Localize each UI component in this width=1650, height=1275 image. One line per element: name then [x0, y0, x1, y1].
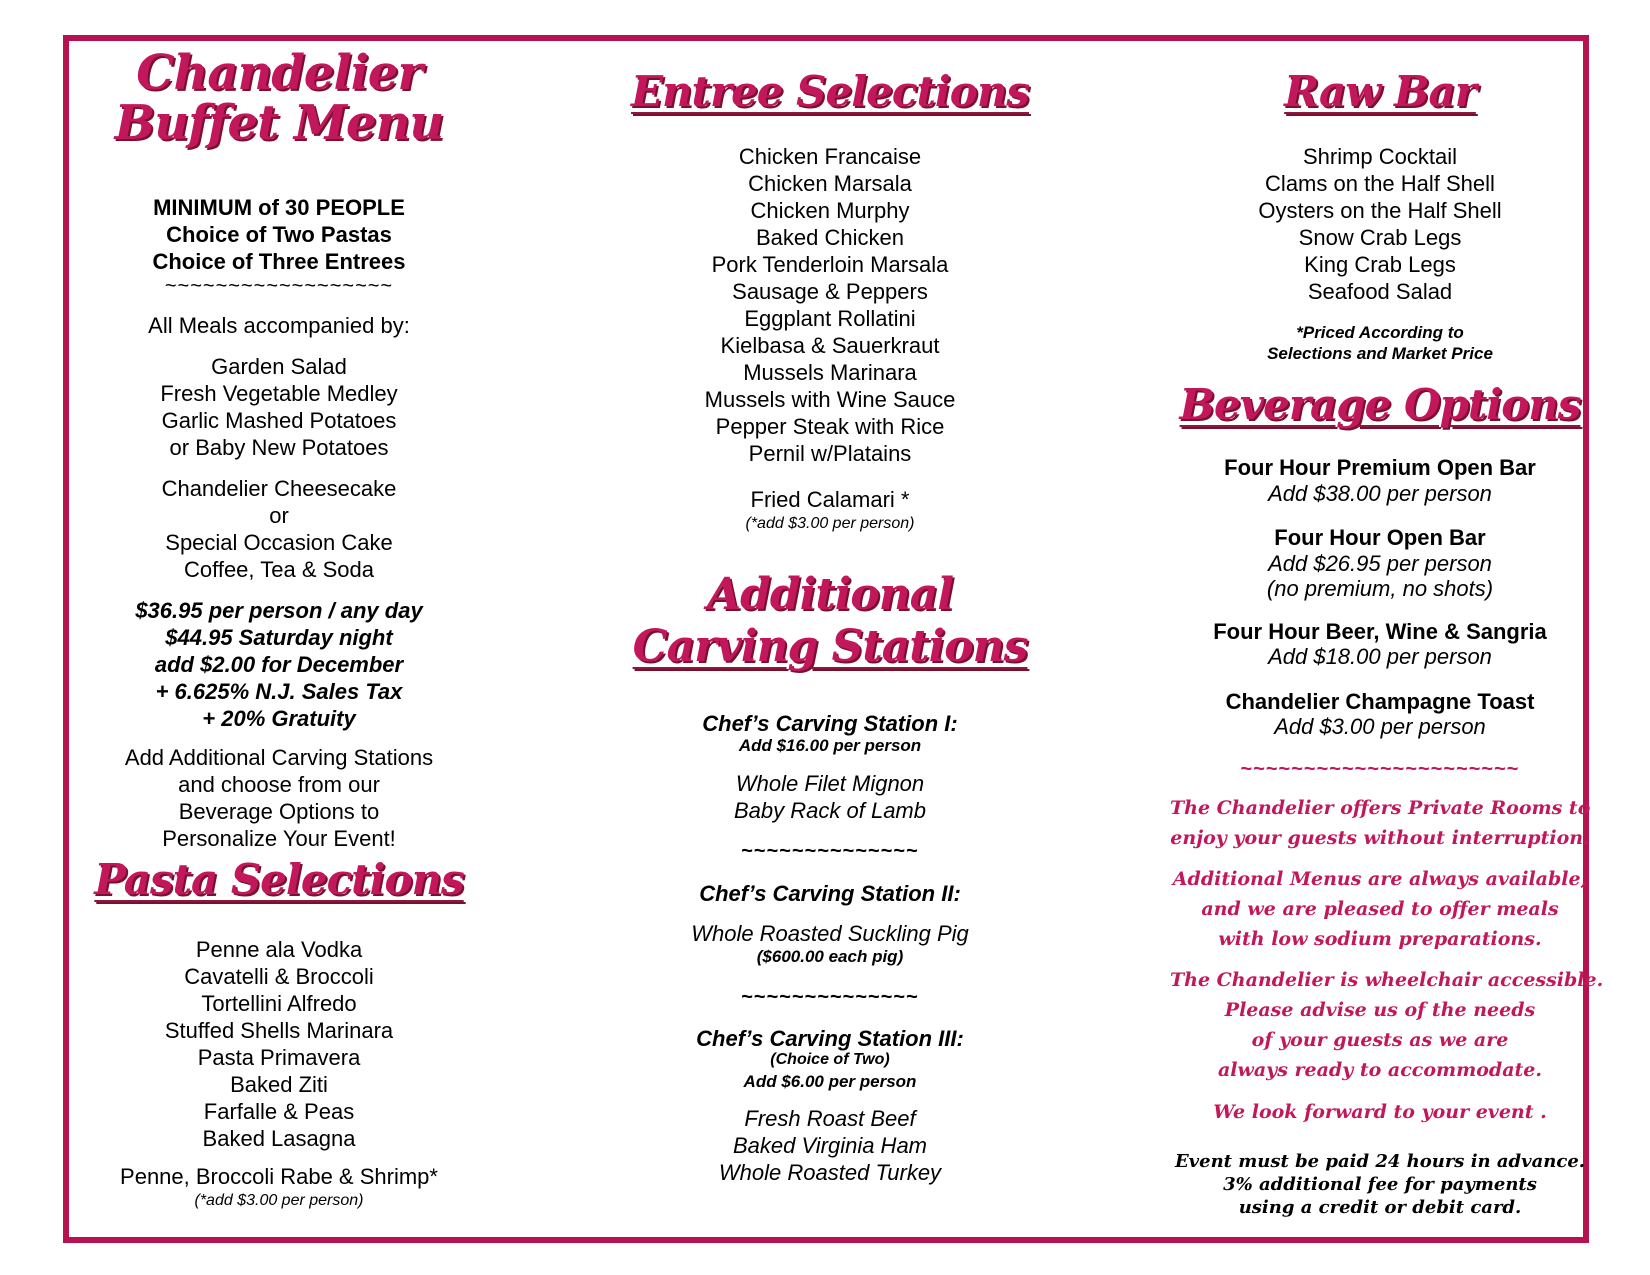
list-item: Eggplant Rollatini [744, 306, 916, 331]
buffet-title-line2: Buffet Menu [114, 95, 444, 152]
list-item: Farfalle & Peas [203, 1099, 355, 1124]
station3-name: Chef’s Carving Station III: [696, 1026, 964, 1051]
carving-title-line1: Additional [707, 569, 953, 620]
list-item: Chicken Murphy [750, 198, 910, 223]
list-item: Snow Crab Legs [1298, 225, 1462, 250]
list-item: Cavatelli & Broccoli [184, 964, 374, 989]
raw-note-line: *Priced According to [1296, 323, 1464, 342]
bev1-name: Four Hour Premium Open Bar [1224, 455, 1536, 480]
info-private-rooms [1170, 793, 1590, 853]
station1-name: Chef’s Carving Station I: [702, 711, 958, 736]
payment-line: Event must be paid 24 hours in advance. [1174, 1151, 1586, 1172]
divider-tilde: ~~~~~~~~~~~~~~ [741, 840, 919, 862]
list-item: Shrimp Cocktail [1302, 144, 1458, 169]
desserts-list [74, 475, 484, 583]
pasta-special: Penne, Broccoli Rabe & Shrimp* [120, 1164, 438, 1189]
raw-title: Raw Bar [1284, 67, 1476, 116]
divider-tilde: ~~~~~~~~~~~~~~~~~~ [164, 275, 394, 297]
list-item: Mussels with Wine Sauce [704, 387, 956, 412]
bev2-sub: (no premium, no shots) [1266, 576, 1494, 601]
list-item: Garden Salad [211, 354, 347, 379]
list-item: Special Occasion Cake [165, 530, 393, 555]
station1-items [630, 770, 1030, 824]
list-item: King Crab Legs [1304, 252, 1456, 277]
payment-line: 3% additional fee for payments [1223, 1174, 1537, 1195]
entree-list [630, 143, 1030, 467]
entree-note: (*add $3.00 per person) [745, 515, 915, 532]
bev3-name: Four Hour Beer, Wine & Sangria [1213, 619, 1547, 644]
bev-title: Beverage Options [1179, 380, 1581, 429]
list-item: Baked Ziti [230, 1072, 328, 1097]
station3-choice: (Choice of Two) [770, 1051, 890, 1068]
list-item: Oysters on the Half Shell [1258, 198, 1502, 223]
info-line: enjoy your guests without interruption. [1170, 827, 1590, 849]
station3-items [630, 1105, 1030, 1186]
list-item: or [269, 503, 289, 528]
list-item: Garlic Mashed Potatoes [161, 408, 397, 433]
info-line: Additional Menus are always available, [1172, 868, 1588, 890]
list-item: Chicken Francaise [738, 144, 922, 169]
buffet-title-line1: Chandelier [136, 45, 422, 101]
list-item: Baked Lasagna [202, 1126, 356, 1151]
price-line: $36.95 per person / any day [135, 598, 423, 623]
list-item: Tortellini Alfredo [201, 991, 357, 1016]
sides-list [74, 353, 484, 461]
bev2-price: Add $26.95 per person [1268, 551, 1492, 576]
list-item: Fresh Roast Beef [744, 1106, 916, 1131]
personalize-line: Personalize Your Event! [162, 826, 396, 851]
list-item: Coffee, Tea & Soda [184, 557, 374, 582]
list-item: Penne ala Vodka [195, 937, 363, 962]
accompanied-text: All Meals accompanied by: [148, 313, 410, 338]
station1-price: Add $16.00 per person [738, 736, 922, 755]
bev1-price: Add $38.00 per person [1268, 481, 1492, 506]
personalize-line: Beverage Options to [178, 799, 380, 824]
info-accessible [1170, 965, 1604, 1085]
station2-price: ($600.00 each pig) [756, 947, 904, 966]
minimum-block [74, 194, 484, 275]
list-item: Clams on the Half Shell [1265, 171, 1495, 196]
list-item: Pepper Steak with Rice [715, 414, 945, 439]
list-item: Sausage & Peppers [732, 279, 928, 304]
list-item: Pasta Primavera [197, 1045, 361, 1070]
list-item: Stuffed Shells Marinara [164, 1018, 394, 1043]
personalize-line: and choose from our [178, 772, 380, 797]
list-item: Baked Virginia Ham [732, 1133, 928, 1158]
buffet-title [74, 45, 484, 152]
info-line: and we are pleased to offer meals [1201, 898, 1559, 920]
station2-name: Chef’s Carving Station II: [699, 881, 961, 906]
info-additional-menus [1170, 864, 1590, 954]
list-item: Chandelier Cheesecake [161, 476, 397, 501]
personalize-block [74, 744, 484, 852]
pasta-list [74, 936, 484, 1152]
station3-price: Add $6.00 per person [743, 1072, 917, 1091]
list-item: Pernil w/Platains [748, 441, 912, 466]
entree-title-wrap [630, 67, 1030, 116]
pricing-block [74, 597, 484, 732]
minimum-line: MINIMUM of 30 PEOPLE [153, 195, 405, 220]
list-item: Baked Chicken [756, 225, 904, 250]
entree-special: Fried Calamari * [750, 487, 910, 512]
bev4-name: Chandelier Champagne Toast [1225, 689, 1535, 714]
price-line: + 6.625% N.J. Sales Tax [155, 679, 403, 704]
payment-note [1170, 1150, 1590, 1219]
raw-note [1170, 322, 1590, 364]
pasta-note: (*add $3.00 per person) [194, 1192, 364, 1209]
raw-title-wrap [1170, 67, 1590, 116]
payment-line: using a credit or debit card. [1238, 1197, 1522, 1218]
raw-note-line: Selections and Market Price [1267, 344, 1493, 363]
pasta-choice-line: Choice of Two Pastas [166, 222, 392, 247]
carving-title-line2: Carving Stations [632, 621, 1028, 673]
station2-item: Whole Roasted Suckling Pig [691, 921, 969, 946]
bev3-price: Add $18.00 per person [1268, 644, 1492, 669]
personalize-line: Add Additional Carving Stations [124, 745, 434, 770]
list-item: Fresh Vegetable Medley [160, 381, 398, 406]
info-line: of your guests as we are [1251, 1029, 1509, 1051]
info-line: The Chandelier offers Private Rooms to [1170, 797, 1591, 819]
list-item: Whole Roasted Turkey [718, 1160, 942, 1185]
list-item: Pork Tenderloin Marsala [711, 252, 949, 277]
pasta-title-wrap [74, 855, 484, 904]
list-item: Chicken Marsala [748, 171, 912, 196]
list-item: Seafood Salad [1307, 279, 1453, 304]
raw-list [1170, 143, 1590, 305]
pasta-title: Pasta Selections [94, 855, 464, 904]
entree-choice-line: Choice of Three Entrees [152, 249, 406, 274]
info-line: Please advise us of the needs [1224, 999, 1536, 1021]
list-item: Mussels Marinara [743, 360, 917, 385]
price-line: add $2.00 for December [154, 652, 404, 677]
price-line: + 20% Gratuity [202, 706, 356, 731]
info-line: The Chandelier is wheelchair accessible. [1170, 969, 1604, 991]
list-item: Kielbasa & Sauerkraut [720, 333, 940, 358]
price-line: $44.95 Saturday night [165, 625, 393, 650]
info-line: always ready to accommodate. [1217, 1059, 1543, 1081]
bev2-name: Four Hour Open Bar [1274, 525, 1486, 550]
list-item: or Baby New Potatoes [169, 435, 389, 460]
list-item: Whole Filet Mignon [735, 771, 925, 796]
divider-tilde: ~~~~~~~~~~~~~~~~~~~~~~ [1240, 758, 1520, 780]
bev4-price: Add $3.00 per person [1274, 714, 1486, 739]
info-look-forward: We look forward to your event . [1213, 1101, 1547, 1123]
entree-title: Entree Selections [631, 67, 1029, 116]
info-line: with low sodium preparations. [1218, 928, 1542, 950]
list-item: Baby Rack of Lamb [734, 798, 926, 823]
divider-tilde: ~~~~~~~~~~~~~~ [741, 986, 919, 1008]
carving-title-wrap [630, 569, 1030, 673]
bev-title-wrap [1170, 380, 1590, 429]
